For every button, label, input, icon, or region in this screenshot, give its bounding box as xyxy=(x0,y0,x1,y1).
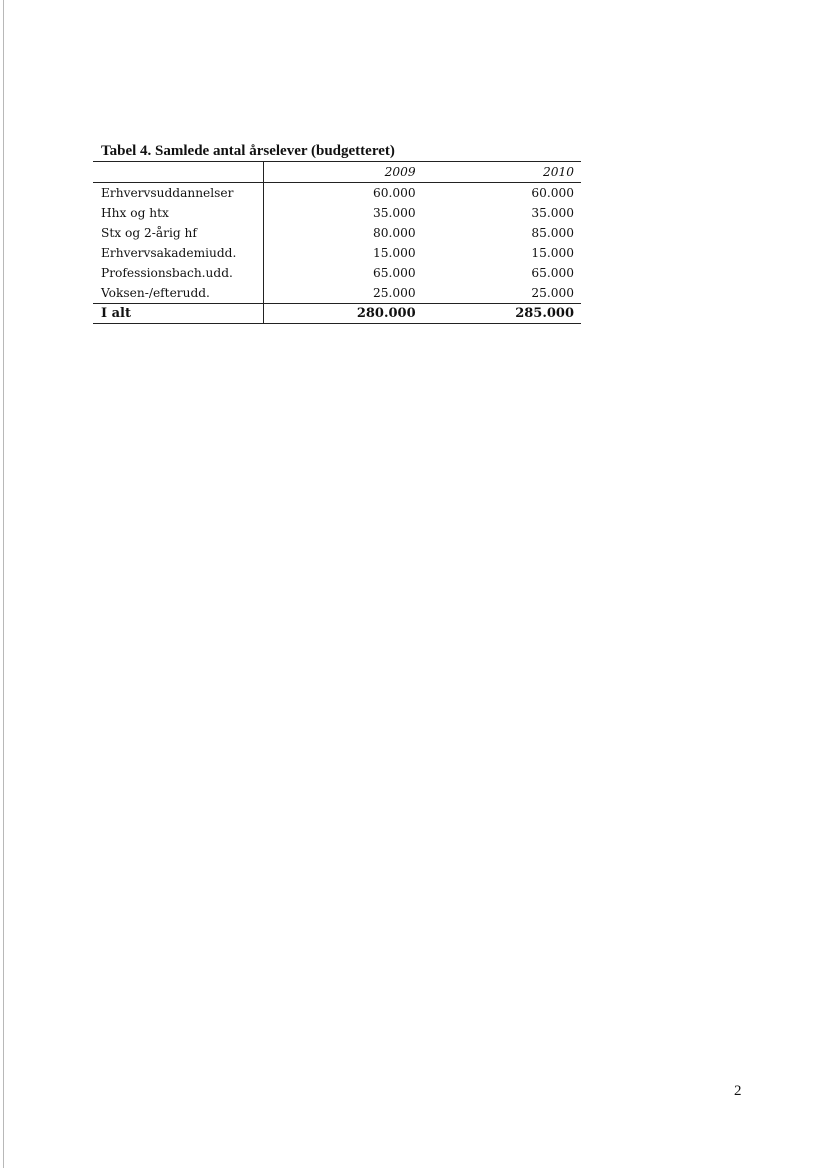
row-label: Professionsbach.udd. xyxy=(93,263,264,283)
table-row xyxy=(93,203,581,223)
table-title: Tabel 4. Samlede antal årselever (budgetteret) xyxy=(101,143,395,159)
scan-edge-line xyxy=(3,0,4,1168)
table-row xyxy=(93,183,581,204)
row-value-2010: 15.000 xyxy=(531,246,574,260)
row-value-2009: 15.000 xyxy=(372,246,416,260)
row-value-2010: 65.000 xyxy=(531,266,574,280)
row-value-2009: 80.000 xyxy=(372,226,416,240)
header-year-2009: 2009 xyxy=(384,165,416,179)
student-count-table xyxy=(93,161,581,324)
row-value-2010: 85.000 xyxy=(531,226,574,240)
row-value-2009: 65.000 xyxy=(372,266,416,280)
row-value-2009: 25.000 xyxy=(372,286,416,300)
table-row xyxy=(93,283,581,304)
table-row xyxy=(93,263,581,283)
total-value-2010: 285.000 xyxy=(515,306,574,321)
row-value-2010: 25.000 xyxy=(531,286,574,300)
row-label: Hhx og htx xyxy=(93,203,264,223)
row-value-2009: 60.000 xyxy=(372,186,416,200)
row-label: Erhvervsakademiudd. xyxy=(93,243,264,263)
page-number: 2 xyxy=(734,1083,742,1099)
total-row xyxy=(93,304,581,324)
total-value-2009: 280.000 xyxy=(356,306,416,321)
table-row xyxy=(93,223,581,243)
total-label: I alt xyxy=(93,304,264,324)
table-row xyxy=(93,243,581,263)
header-year-2010: 2010 xyxy=(542,165,574,179)
row-value-2010: 60.000 xyxy=(531,186,574,200)
table-header-row xyxy=(93,162,581,183)
row-value-2010: 35.000 xyxy=(531,206,574,220)
row-label: Stx og 2-årig hf xyxy=(93,223,264,243)
row-value-2009: 35.000 xyxy=(372,206,416,220)
row-label: Voksen-/efterudd. xyxy=(93,283,264,304)
header-label-cell xyxy=(93,162,264,183)
row-label: Erhvervsuddannelser xyxy=(93,183,264,204)
